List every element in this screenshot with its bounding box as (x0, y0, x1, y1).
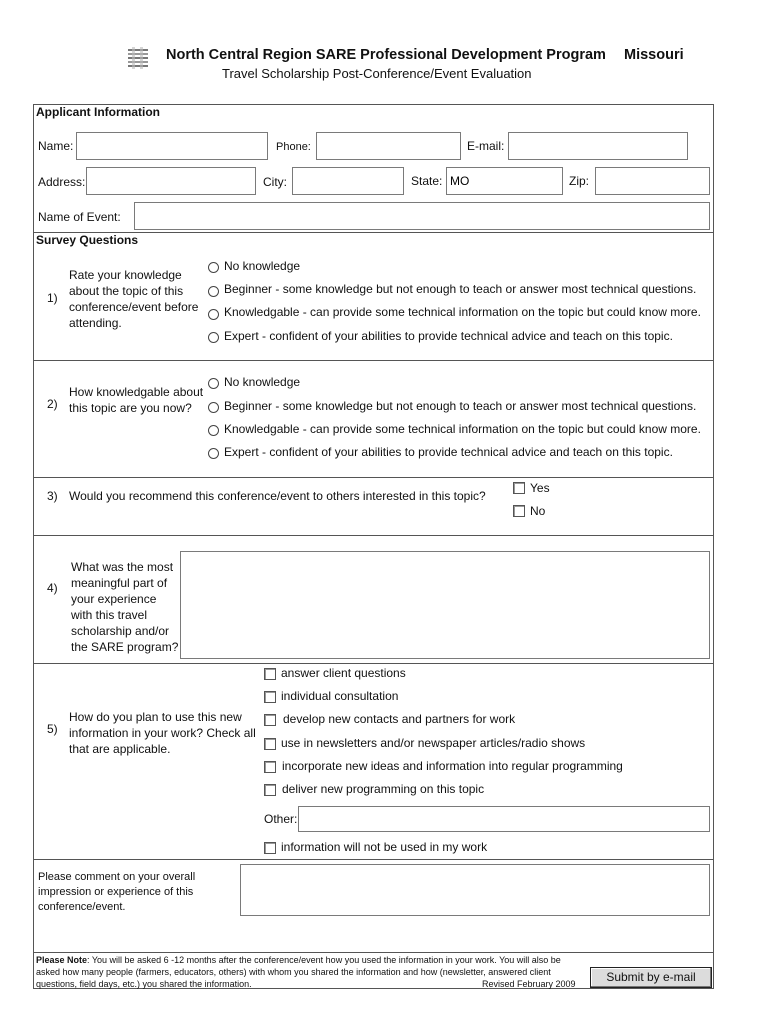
divider (34, 663, 714, 664)
q5-option-contacts: develop new contacts and partners for work (283, 712, 516, 726)
q2-option-knowledgable: Knowledgable - can provide some technical information on the topic but could know more. (224, 422, 701, 436)
state-input[interactable] (446, 167, 563, 195)
q2-radio-knowledgable[interactable] (208, 425, 219, 436)
applicant-section-title: Applicant Information (36, 105, 160, 119)
city-input[interactable] (292, 167, 404, 195)
q1-number: 1) (47, 291, 58, 305)
state-name: Missouri (624, 47, 684, 63)
q1-option-expert: Expert - confident of your abilities to provide technical advice and teach on this topic. (224, 329, 673, 343)
form-subtitle: Travel Scholarship Post-Conference/Event Evaluation (222, 66, 532, 81)
q5-checkbox-incorporate[interactable] (264, 761, 276, 773)
email-label: E-mail: (467, 139, 505, 153)
q1-option-knowledgable: Knowledgable - can provide some technical information on the topic but could know more. (224, 305, 701, 319)
q2-radio-none[interactable] (208, 378, 219, 389)
address-input[interactable] (86, 167, 256, 195)
q2-radio-beginner[interactable] (208, 402, 219, 413)
comment-label: Please comment on your overall impression or experience of this conference/event. (38, 871, 196, 913)
divider (34, 477, 714, 478)
q5-checkbox-newsletters[interactable] (264, 738, 276, 750)
q3-no-checkbox[interactable] (513, 505, 525, 517)
q2-option-beginner: Beginner - some knowledge but not enough to teach or answer most technical questions. (224, 399, 697, 413)
event-name-input[interactable] (134, 202, 710, 230)
event-name-label: Name of Event: (38, 210, 121, 224)
q5-checkbox-contacts[interactable] (264, 714, 276, 726)
divider (34, 859, 714, 860)
q3-yes-label: Yes (530, 481, 550, 495)
q5-checkbox-not-used[interactable] (264, 842, 276, 854)
divider (34, 952, 714, 953)
phone-input[interactable] (316, 132, 461, 160)
sare-logo (127, 47, 149, 69)
survey-section-title: Survey Questions (36, 233, 139, 247)
q1-radio-knowledgable[interactable] (208, 309, 219, 320)
zip-label: Zip: (569, 174, 590, 188)
q1-text: Rate your knowledge about the topic of this conference/event before attending. (69, 268, 199, 330)
state-label: State: (411, 174, 443, 188)
q5-option-deliver: deliver new programming on this topic (282, 782, 485, 796)
revised-date: Revised February 2009 (482, 979, 576, 989)
q1-option-none: No knowledge (224, 259, 301, 273)
q5-other-input[interactable] (298, 806, 710, 832)
footer-note-text: : You will be asked 6 -12 months after the conference/event how you used the information in your work. You will also be asked how many people (farmers, educators, others) with whom you shared the information and how (newsletter, answered client questions, field days, etc.) you shared the information. (36, 955, 561, 989)
q5-checkbox-answer-questions[interactable] (264, 668, 276, 680)
q5-checkbox-consultation[interactable] (264, 691, 276, 703)
q2-number: 2) (47, 397, 58, 411)
comment-area[interactable] (240, 864, 710, 916)
form-title: North Central Region SARE Professional Development Program (166, 47, 606, 63)
q5-option-answer-questions: answer client questions (281, 666, 406, 680)
zip-input[interactable] (595, 167, 710, 195)
q1-radio-beginner[interactable] (208, 286, 219, 297)
q3-text: Would you recommend this conference/event to others interested in this topic? (69, 489, 486, 503)
q2-text: How knowledgable about this topic are you now? (69, 385, 204, 415)
q1-option-beginner: Beginner - some knowledge but not enough to teach or answer most technical questions. (224, 282, 697, 296)
name-label: Name: (38, 139, 74, 153)
q3-number: 3) (47, 489, 58, 503)
q5-other-label: Other: (264, 812, 298, 826)
submit-email-button[interactable]: Submit by e-mail (590, 967, 712, 988)
address-label: Address: (38, 175, 86, 189)
q5-checkbox-deliver[interactable] (264, 784, 276, 796)
q1-radio-none[interactable] (208, 262, 219, 273)
city-label: City: (263, 175, 287, 189)
q5-option-not-used: information will not be used in my work (281, 840, 488, 854)
q3-no-label: No (530, 504, 546, 518)
q1-radio-expert[interactable] (208, 332, 219, 343)
q4-text: What was the most meaningful part of your experience with this travel scholarship and/or the SARE program? (71, 560, 179, 654)
q3-yes-checkbox[interactable] (513, 482, 525, 494)
divider (34, 535, 714, 536)
q4-response-area[interactable] (180, 551, 710, 659)
q5-text: How do you plan to use this new information in your work? Check all that are applicable. (69, 710, 256, 756)
phone-label: Phone: (276, 141, 311, 153)
q2-radio-expert[interactable] (208, 448, 219, 459)
name-input[interactable] (76, 132, 268, 160)
footer-note-bold: Please Note (36, 955, 88, 965)
q2-option-none: No knowledge (224, 375, 301, 389)
q4-number: 4) (47, 581, 58, 595)
divider (34, 360, 714, 361)
q2-option-expert: Expert - confident of your abilities to provide technical advice and teach on this topic. (224, 445, 673, 459)
email-input[interactable] (508, 132, 688, 160)
q5-option-incorporate: incorporate new ideas and information into regular programming (282, 759, 623, 773)
q5-option-newsletters: use in newsletters and/or newspaper articles/radio shows (281, 736, 586, 750)
q5-option-consultation: individual consultation (281, 689, 399, 703)
q5-number: 5) (47, 722, 58, 736)
